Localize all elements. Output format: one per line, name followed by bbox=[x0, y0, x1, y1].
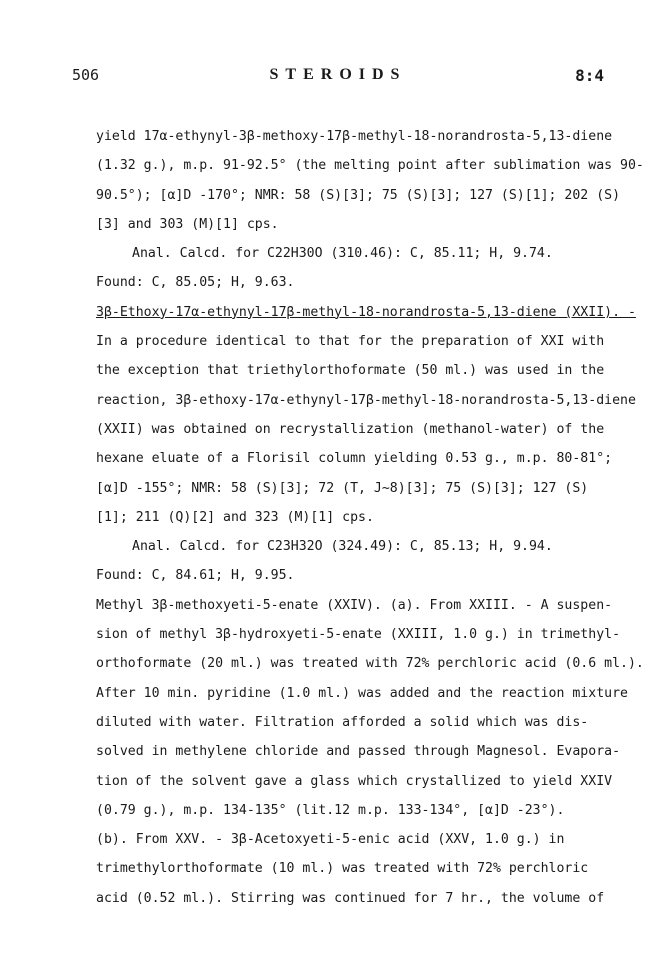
text-line-22: solved in methylene chloride and passed through Magnesol. Evapora- bbox=[96, 744, 621, 760]
text-line-1: yield 17α-ethynyl-3β-methoxy-17β-methyl-18-norandrosta-5,13-diene bbox=[96, 129, 613, 144]
text-line-27: acid (0.52 ml.). Stirring was continued for 7 hr., the volume of bbox=[96, 890, 605, 906]
journal-title: STEROIDS bbox=[269, 66, 407, 83]
analysis-calcd-line-2: Anal. Calcd. for C23H32O (324.49): C, 85.13; H, 9.94. bbox=[132, 539, 553, 555]
analysis-found-line: Found: C, 85.05; H, 9.63. bbox=[96, 275, 295, 291]
text-line-26: trimethylorthoformate (10 ml.) was treated with 72% perchloric bbox=[96, 861, 589, 877]
text-line-18: sion of methyl 3β-hydroxyeti-5-enate (XXIII, 1.0 g.) in trimethyl- bbox=[96, 627, 621, 643]
analysis-calcd-line: Anal. Calcd. for C22H30O (310.46): C, 85.11; H, 9.74. bbox=[132, 246, 553, 262]
text-line-3: 90.5°); [α]D -170°; NMR: 58 (S)[3]; 75 (S)[3]; 127 (S)[1]; 202 (S) bbox=[96, 187, 621, 203]
text-line-25: (b). From XXV. - 3β-Acetoxyeti-5-enic acid (XXV, 1.0 g.) in bbox=[96, 832, 565, 848]
text-line-24: (0.79 g.), m.p. 134-135° (lit.12 m.p. 133-134°, [α]D -23°). bbox=[96, 802, 565, 818]
issue-number: 8:4 bbox=[575, 66, 604, 85]
compound-heading-xxiv: Methyl 3β-methoxyeti-5-enate (XXIV). (a). From XXIII. - A suspen- bbox=[96, 597, 613, 613]
text-line-20: After 10 min. pyridine (1.0 ml.) was added and the reaction mixture bbox=[96, 685, 628, 701]
page-number: 506 bbox=[72, 66, 100, 84]
page-header bbox=[72, 66, 604, 90]
text-line-11: (XXII) was obtained on recrystallization (methanol-water) of the bbox=[96, 421, 605, 437]
text-line-14: [1]; 211 (Q)[2] and 323 (M)[1] cps. bbox=[96, 509, 374, 525]
text-line-9: the exception that triethylorthoformate (50 ml.) was used in the bbox=[96, 363, 605, 379]
text-line-12: hexane eluate of a Florisil column yielding 0.53 g., m.p. 80-81°; bbox=[96, 451, 613, 467]
analysis-found-line-2: Found: C, 84.61; H, 9.95. bbox=[96, 568, 295, 584]
text-line-19: orthoformate (20 ml.) was treated with 72% perchloric acid (0.6 ml.). bbox=[96, 656, 644, 672]
text-line-13: [α]D -155°; NMR: 58 (S)[3]; 72 (T, J~8)[3]; 75 (S)[3]; 127 (S) bbox=[96, 480, 589, 496]
text-line-4: [3] and 303 (M)[1] cps. bbox=[96, 216, 279, 232]
text-line-10: reaction, 3β-ethoxy-17α-ethynyl-17β-methyl-18-norandrosta-5,13-diene bbox=[96, 392, 636, 408]
text-line-21: diluted with water. Filtration afforded a solid which was dis- bbox=[96, 714, 589, 730]
text-line-8: In a procedure identical to that for the preparation of XXI with bbox=[96, 334, 605, 350]
text-line-2: (1.32 g.), m.p. 91-92.5° (the melting point after sublimation was 90- bbox=[96, 158, 644, 174]
compound-heading-xxii: 3β-Ethoxy-17α-ethynyl-17β-methyl-18-norandrosta-5,13-diene (XXII). - bbox=[96, 304, 636, 320]
article-body bbox=[96, 122, 644, 913]
text-line-23: tion of the solvent gave a glass which crystallized to yield XXIV bbox=[96, 773, 613, 789]
